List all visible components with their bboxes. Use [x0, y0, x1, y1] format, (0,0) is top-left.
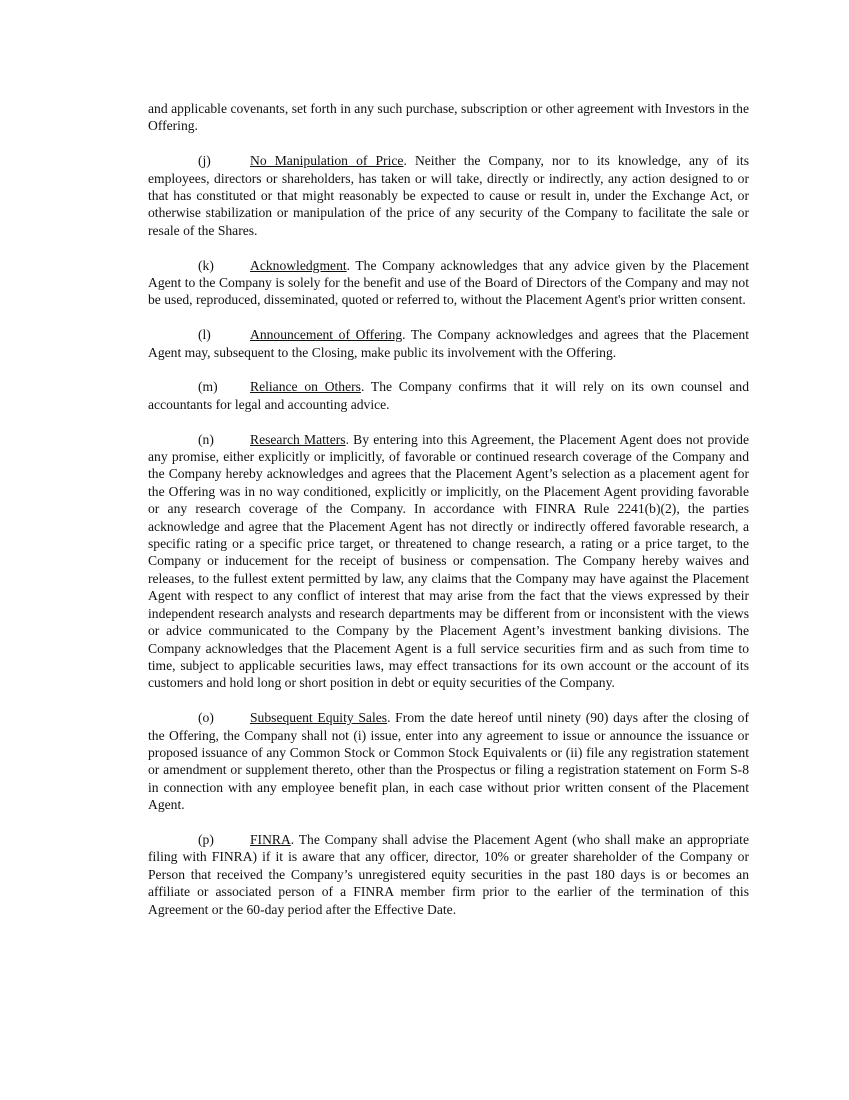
- section-text: . The Company acknowledges that any advice given by the Placement Agent to the Company is solely for the benefit and use of the Board of Directors of the Company and may not be used, reproduced, disseminated, quoted or referred to, without the Placement Agent's prior written consent.: [148, 257, 749, 308]
- section-text: . The Company confirms that it will rely on its own counsel and accountants for legal and accounting advice.: [148, 379, 749, 412]
- section-number: (m): [198, 379, 218, 395]
- section-p: [148, 831, 749, 918]
- section-text: . Neither the Company, nor to its knowledge, any of its employees, directors or shareholders, has taken or will take, directly or indirectly, any action designed to or that has constituted or that might reasonably be expected to cause or result in, under the Exchange Act, or otherwise stabilization or manipulation of the price of any security of the Company to facilitate the sale or resale of the Shares.: [148, 153, 749, 238]
- document-page: [148, 100, 749, 935]
- section-j: [148, 152, 749, 239]
- section-text: . The Company acknowledges and agrees that the Placement Agent may, subsequent to the Closing, make public its involvement with the Offering.: [148, 327, 749, 360]
- section-heading: Subsequent Equity Sales: [250, 710, 388, 726]
- section-heading: Reliance on Others: [250, 379, 361, 395]
- section-heading: Research Matters: [250, 431, 346, 447]
- section-number: (k): [198, 257, 214, 273]
- section-k: [148, 257, 749, 309]
- section-heading: No Manipulation of Price: [250, 153, 404, 169]
- section-number: (l): [198, 327, 211, 343]
- section-m: [148, 378, 749, 413]
- section-number: (p): [198, 831, 214, 847]
- section-text: . From the date hereof until ninety (90) days after the closing of the Offering, the Company shall not (i) issue, enter into any agreement to issue or announce the issuance or proposed issuance of any Common Stock or Common Stock Equivalents or (ii) file any registration statement or amendment or supplement thereto, other than the Prospectus or filing a registration statement on Form S-8 in connection with any employee benefit plan, in each case without prior written consent of the Placement Agent.: [148, 710, 750, 813]
- section-number: (j): [198, 153, 211, 169]
- section-l: [148, 326, 749, 361]
- section-heading: Acknowledgment: [250, 257, 347, 273]
- section-number: (o): [198, 710, 214, 726]
- section-heading: FINRA: [250, 831, 291, 847]
- section-n: [148, 431, 749, 692]
- section-o: [148, 709, 749, 813]
- section-heading: Announcement of Offering: [250, 327, 403, 343]
- section-text: . By entering into this Agreement, the Placement Agent does not provide any promise, either explicitly or implicitly, of favorable or continued research coverage of the Company and the Company hereby acknowledges and agrees that the Placement Agent’s selection as a placement agent for the Offering was in no way conditioned, explicitly or implicitly, on the Placement Agent providing favorable or any research coverage of the Company. In accordance with FINRA Rule 2241(b)(2), the parties acknowledge and agree that the Placement Agent has not directly or indirectly offered favorable research, a specific rating or a specific price target, or threatened to change research, a rating or a price target, to the Company or inducement for the receipt of business or compensation. The Company hereby waives and releases, to the fullest extent permitted by law, any claims that the Company may have against the Placement Agent with respect to any conflict of interest that may arise from the fact that the views expressed by their independent research analysts and research departments may be different from or inconsistent with the views or advice communicated to the Company by the Placement Agent’s investment banking divisions. The Company acknowledges that the Placement Agent is a full service securities firm and as such from time to time, subject to applicable securities laws, may effect transactions for its own account or the account of its customers and hold long or short position in debt or equity securities of the Company.: [148, 431, 749, 691]
- section-text: . The Company shall advise the Placement Agent (who shall make an appropriate filing with FINRA) if it is aware that any officer, director, 10% or greater shareholder of the Company or Person that received the Company’s unregistered equity securities in the past 180 days is or becomes an affiliate or associated person of a FINRA member firm prior to the earlier of the termination of this Agreement or the 60-day period after the Effective Date.: [148, 831, 749, 917]
- section-number: (n): [198, 431, 214, 447]
- intro-paragraph: and applicable covenants, set forth in any such purchase, subscription or other agreement with Investors in the Offering.: [148, 101, 749, 134]
